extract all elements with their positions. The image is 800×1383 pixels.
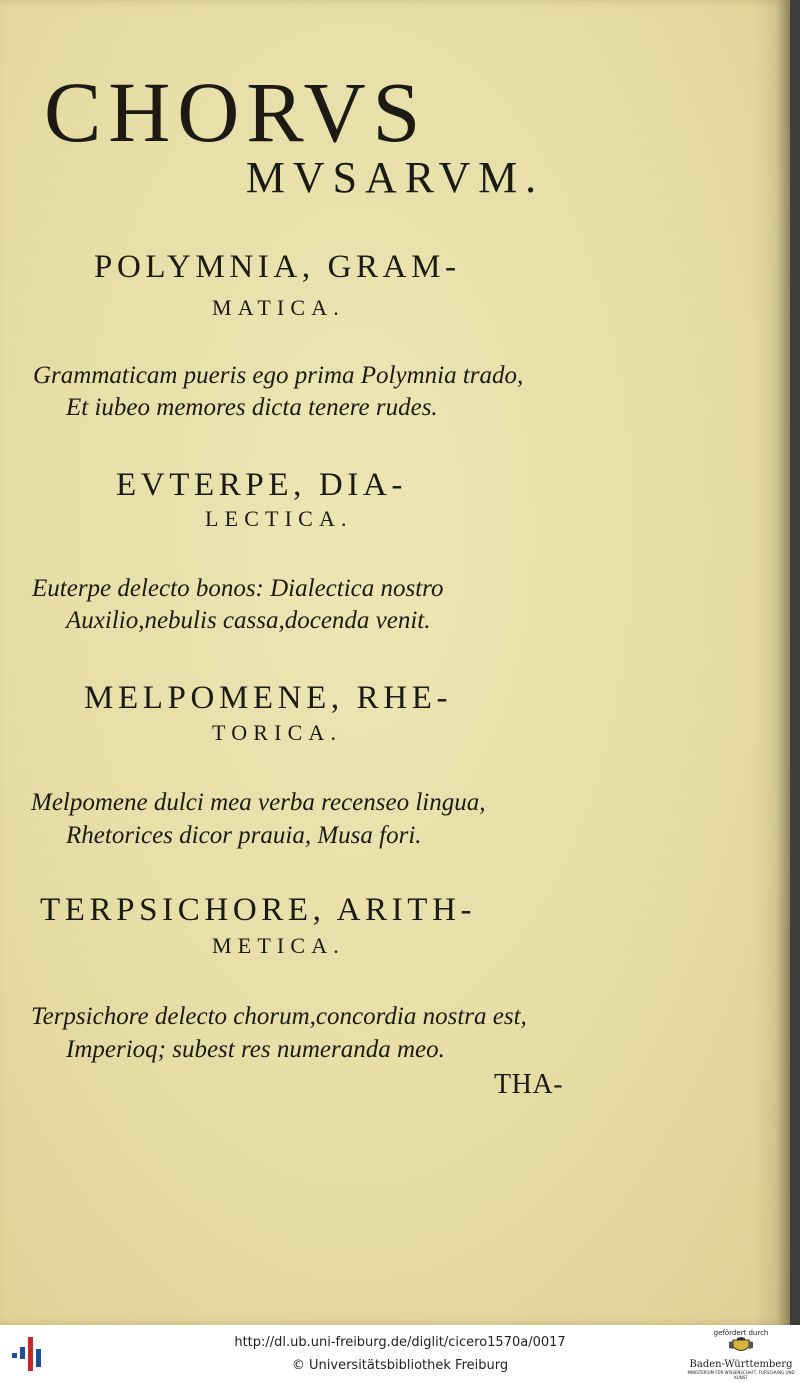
title-line-1: CHORVS [44,64,428,160]
sponsor-label: gefördert durch [713,1329,769,1337]
title-line-2: MVSARVM. [245,153,545,202]
verse-line: Euterpe delecto bonos: Dialectica nostro [32,575,444,602]
catchword: THA- [494,1069,564,1100]
section-subheading-polymnia: MATICA. [212,295,345,320]
section-heading-euterpe: EVTERPE, DIA- [116,467,408,503]
section-heading-polymnia: POLYMNIA, GRAM- [94,249,461,285]
sponsor-ministry: MINISTERIUM FÜR WISSENSCHAFT, FORSCHUNG UND KUNST [687,1370,795,1380]
copyright-text: © Universitätsbibliothek Freiburg [291,1358,509,1373]
section-subheading-euterpe: LECTICA. [205,506,353,531]
section-subheading-melpomene: TORICA. [212,720,343,745]
verse-line: Grammaticam pueris ego prima Polymnia trado, [33,362,524,389]
viewer-footer [0,1325,800,1383]
sponsor-block [686,1329,796,1381]
coat-of-arms-icon [728,1337,754,1355]
verse-line: Imperioq; subest res numeranda meo. [66,1036,445,1063]
section-subheading-terpsichore: METICA. [212,933,345,958]
verse-line: Melpomene dulci mea verba recenseo lingua, [31,789,486,816]
section-heading-terpsichore: TERPSICHORE, ARITH- [40,892,477,928]
verse-line: Terpsichore delecto chorum,concordia nostra est, [31,1003,527,1030]
verse-line: Auxilio,nebulis cassa,docenda venit. [66,607,431,634]
verse-line: Et iubeo memores dicta tenere rudes. [66,394,438,421]
page-url-link[interactable]: http://dl.ub.uni-freiburg.de/diglit/cicero1570a/0017 [234,1335,566,1350]
section-heading-melpomene: MELPOMENE, RHE- [84,680,453,716]
verse-line: Rhetorices dicor prauia, Musa fori. [66,822,422,849]
sponsor-name: Baden-Württemberg [689,1359,793,1370]
